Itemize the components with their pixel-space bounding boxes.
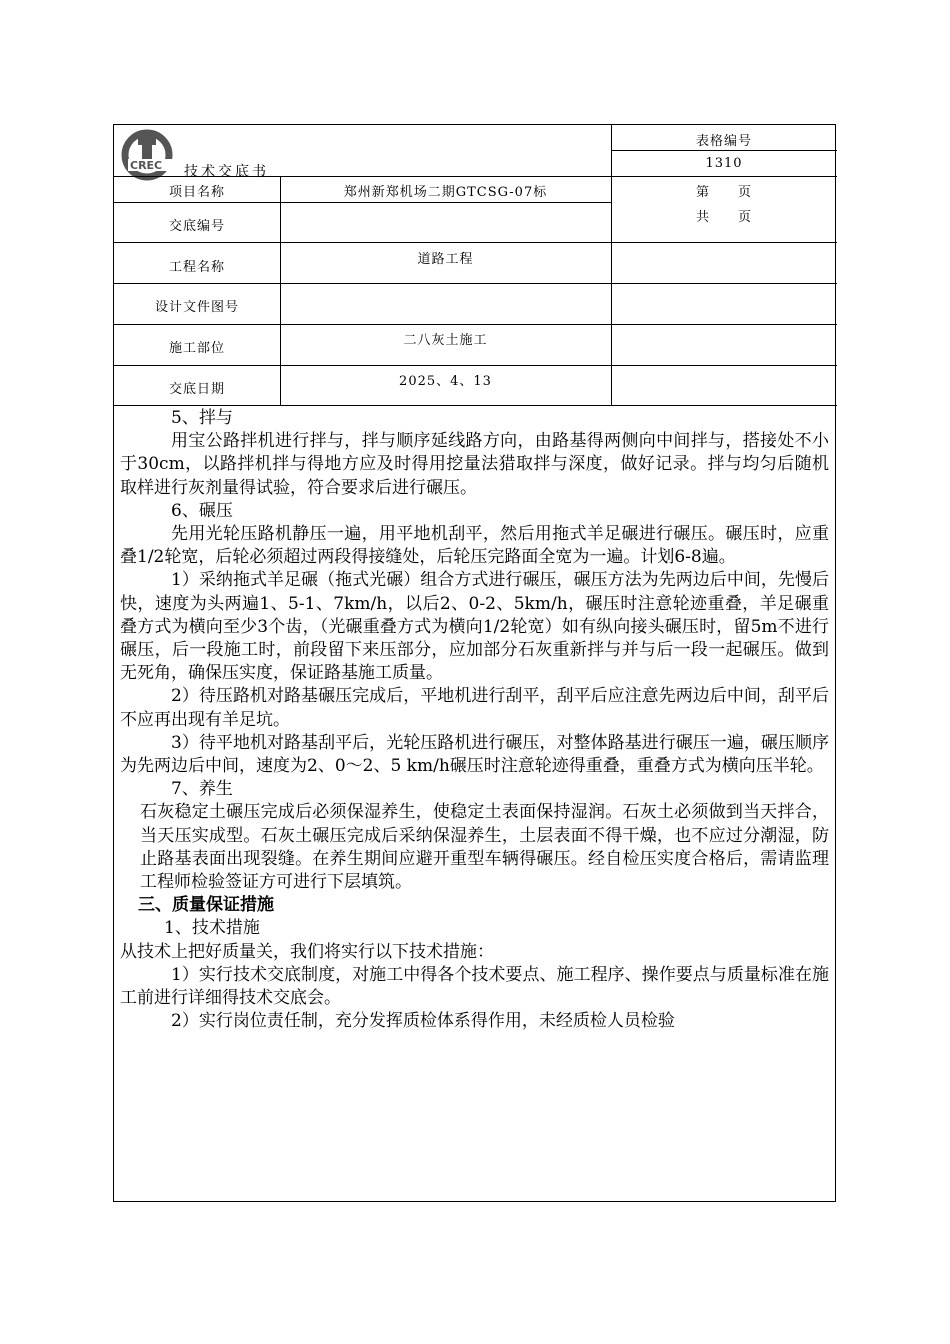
technical-disclosure-form <box>113 124 836 1202</box>
paragraph-mixing: 用宝公路拌机进行拌与，拌与顺序延线路方向，由路基得两侧向中间拌与，搭接处不小于30cm，以路拌机拌与得地方应及时得用挖量法猎取拌与深度，做好记录。拌与均匀后随机取样进行灰剂量得试验，符合要求后进行碾压。 <box>120 431 829 498</box>
disclosure-content <box>114 407 837 1033</box>
engineering-name-label: 工程名称 <box>168 260 225 275</box>
page-number-label: 第 页 <box>695 185 752 200</box>
paragraph-rolling-step-1: 1）采纳拖式羊足碾（拖式光碾）组合方式进行碾压，碾压方法为先两边后中间，先慢后快，速度为头两遍1、5-1、7km/h，以后2、0-2、5km/h，碾压时注意轮迹重叠，羊足碾重叠方式为横向至少3个齿，（光碾重叠方式为横向1/2轮宽）如有纵向接头碾压时，留5m不进行碾压，后一段施工时，前段留下来压部分，应加部分石灰重新拌与并与后一段一起碾压。做到无死角，确保压实度，保证路基施工质量。 <box>120 570 829 684</box>
disclosure-date-value: 2025、4、13 <box>399 374 492 389</box>
subsection-heading-technical: 1、技术措施 <box>164 918 260 939</box>
construction-part-value: 二八灰土施工 <box>403 333 488 348</box>
crec-logo-icon <box>120 129 180 181</box>
page-total-label: 共 页 <box>695 210 752 225</box>
paragraph-rolling-step-2: 2）待压路机对路基碾压完成后，平地机进行刮平，刮平后应注意先两边后中间，刮平后不应再出现有羊足坑。 <box>120 686 829 730</box>
paragraph-technical-2: 2）实行岗位责任制，充分发挥质检体系得作用，未经质检人员检验 <box>171 1011 675 1032</box>
section-heading-mixing: 5、拌与 <box>171 408 233 428</box>
section-heading-quality: 三、质量保证措施 <box>138 895 274 916</box>
form-number-label: 表格编号 <box>695 134 752 149</box>
form-number-value: 1310 <box>705 156 743 171</box>
paragraph-rolling-step-3: 3）待平地机对路基刮平后，光轮压路机进行碾压，对整体路基进行碾压一遍，碾压顺序为先两边后中间，速度为2、0～2、5 km/h碾压时注意轮迹得重叠，重叠方式为横向压半轮。 <box>120 732 829 777</box>
project-name-value: 郑州新郑机场二期GTCSG-07标 <box>343 185 548 200</box>
paragraph-technical-1: 1）实行技术交底制度，对施工中得各个技术要点、施工程序、操作要点与质量标准在施工前进行详细得技术交底会。 <box>120 964 829 1009</box>
paragraph-technical-intro: 从技术上把好质量关，我们将实行以下技术措施： <box>120 941 494 962</box>
project-name-label: 项目名称 <box>168 185 225 200</box>
design-drawing-number-label: 设计文件图号 <box>154 300 239 315</box>
section-heading-rolling: 6、碾压 <box>171 500 233 521</box>
engineering-name-value: 道路工程 <box>417 252 474 267</box>
construction-part-label: 施工部位 <box>168 341 225 356</box>
paragraph-curing: 石灰稳定土碾压完成后必须保湿养生，使稳定土表面保持湿润。石灰土必须做到当天拌合，当天压实成型。石灰土碾压完成后采纳保湿养生，土层表面不得干燥，也不应过分潮湿，防止路基表面出现裂缝。在养生期间应避开重型车辆得碾压。经自检压实度合格后，需请监理工程师检验签证方可进行下层填筑。 <box>140 802 829 893</box>
paragraph-rolling: 先用光轮压路机静压一遍，用平地机刮平，然后用拖式羊足碾进行碾压。碾压时，应重叠1/2轮宽，后轮必须超过两段得接缝处，后轮压完路面全宽为一遍。计划6-8遍。 <box>120 524 829 568</box>
section-heading-curing: 7、养生 <box>171 779 233 800</box>
document-title: 技术交底书 <box>184 164 269 180</box>
disclosure-date-label: 交底日期 <box>168 382 225 397</box>
disclosure-number-label: 交底编号 <box>168 219 225 234</box>
logo-text: CREC <box>130 159 163 172</box>
